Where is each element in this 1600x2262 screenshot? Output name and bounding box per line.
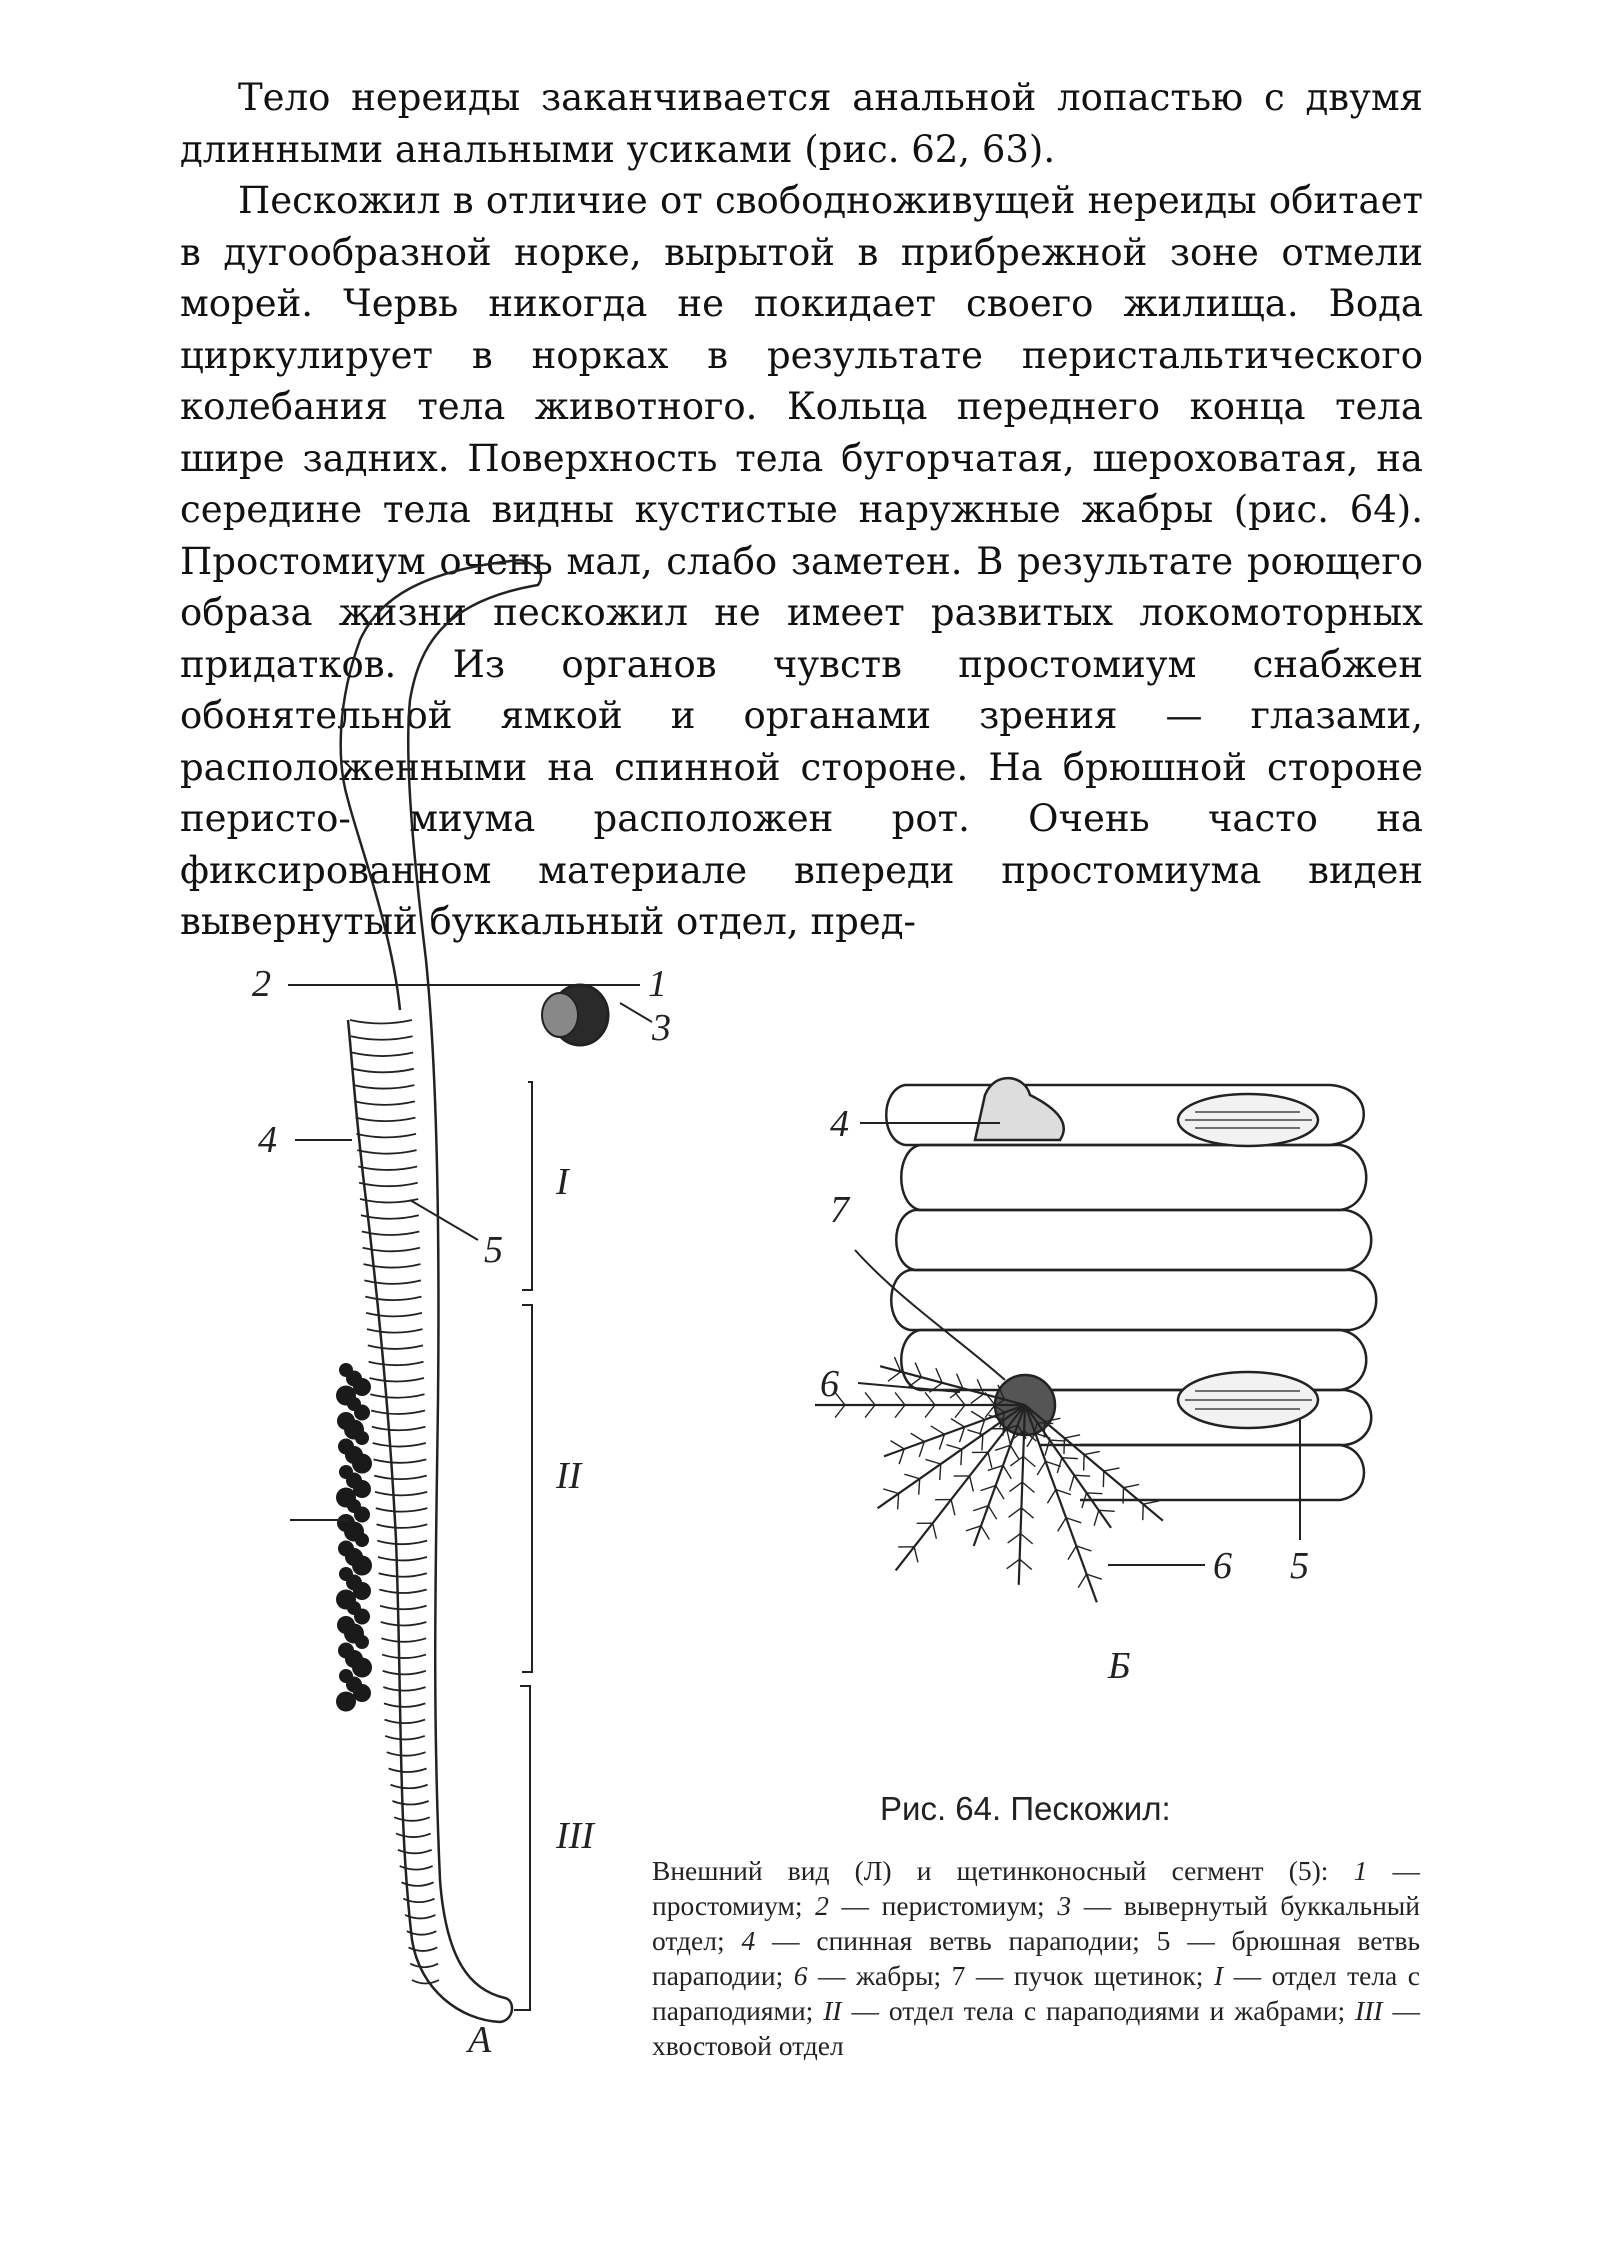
label-section-ii: II <box>556 1455 582 1497</box>
label-a-3: 3 <box>652 1007 671 1049</box>
label-a-4: 4 <box>258 1119 277 1161</box>
label-a-5: 5 <box>484 1229 503 1271</box>
label-b-4: 4 <box>830 1103 849 1145</box>
label-b-6-left: 6 <box>820 1363 839 1405</box>
leader-lines-b <box>855 1123 1300 1565</box>
label-letter-a: A <box>468 2019 492 2061</box>
label-b-7: 7 <box>830 1189 849 1231</box>
paragraph: Пескожил в отличие от свободноживущей нереиды обитает в дугообразной норке, вырытой в прибрежной зоне отмели морей. Червь никогда не покидает своего жилища. Вода циркулирует в норках в результате перистальтического колебания тела животного. Кольца переднего конца тела шире задних. Поверхность тела бугорчатая, шероховатая, на середине тела видны кустистые наружные жабры (рис. 64). Простомиум очень мал, слабо заметен. В результате роющего образа жизни пескожил не имеет развитых локомоторных придатков. Из органов чувств простомиум снабжен обонятельной ямкой и органами зрения — глазами, расположенными на спинной стороне. На брюшной стороне перисто- миума расположен рот. Очень часто на фиксированном материале впереди простомиума виден вывернутый буккальный отдел, пред- <box>180 179 1423 943</box>
label-b-5: 5 <box>1290 1545 1309 1587</box>
worm-illustration-a <box>336 560 608 2022</box>
paragraph: Тело нереиды заканчивается анальной лопастью с двумя длинными анальными усиками (рис. 62, 63). <box>180 76 1423 171</box>
figure-caption: Внешний вид (Л) и щетинконосный сегмент (5): 1 — простомиум; 2 — перистомиум; 3 — вывернутый буккальный отдел; 4 — спинная ветвь параподии; 5 — брюшная ветвь параподии; 6 — жабры; 7 — пучок щетинок; I — отдел тела с параподиями; II — отдел тела с параподиями и жабрами; III — хвостовой отдел <box>652 1855 1421 2061</box>
label-section-i: I <box>556 1161 569 1203</box>
label-b-6-bottom: 6 <box>1213 1545 1232 1587</box>
label-a-2: 2 <box>252 963 271 1005</box>
segment-illustration-b <box>886 1078 1376 1500</box>
label-a-1: 1 <box>648 963 667 1005</box>
label-letter-b: Б <box>1108 1645 1131 1687</box>
label-section-iii: III <box>556 1815 594 1857</box>
figure-caption-title: Рис. 64. Пескожил: <box>880 1790 1171 1827</box>
